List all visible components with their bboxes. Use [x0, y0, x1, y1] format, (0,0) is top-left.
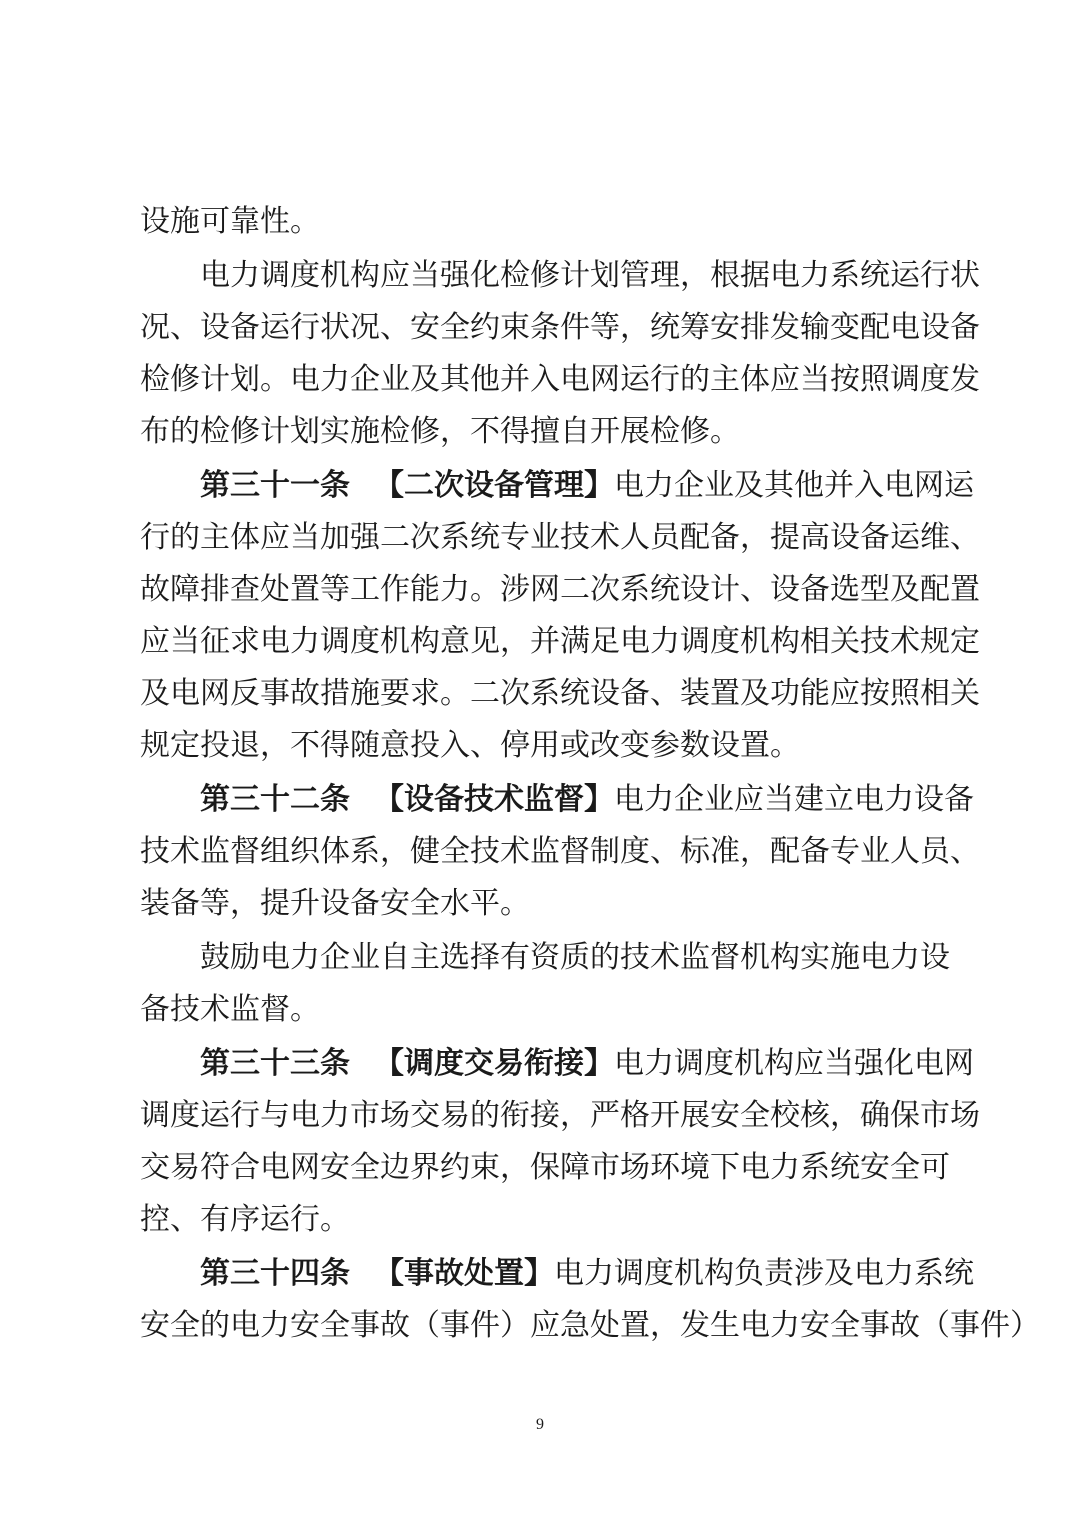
text-line-11: 规定投退，不得随意投入、停用或改变参数设置。 [140, 728, 800, 763]
article-31-number: 第三十一条 [200, 468, 350, 503]
text-line-20: 控、有序运行。 [140, 1202, 350, 1237]
article-32-title: 【设备技术监督】 [374, 782, 614, 817]
article-34-title: 【事故处置】 [374, 1256, 554, 1291]
article-31-heading-line [200, 460, 974, 512]
article-33-number: 第三十三条 [200, 1046, 350, 1081]
article-33-heading-line [200, 1038, 974, 1090]
article-34-heading-line [200, 1248, 974, 1300]
text-line-15: 鼓励电力企业自主选择有资质的技术监督机构实施电力设 [200, 940, 950, 975]
article-32-heading-line [200, 774, 974, 826]
article-31-title: 【二次设备管理】 [374, 468, 614, 503]
article-32-number: 第三十二条 [200, 782, 350, 817]
text-line-18: 调度运行与电力市场交易的衔接，严格开展安全校核，确保市场 [140, 1098, 980, 1133]
text-line-3: 况、设备运行状况、安全约束条件等，统筹安排发输变配电设备 [140, 310, 980, 345]
text-line-9: 应当征求电力调度机构意见，并满足电力调度机构相关技术规定 [140, 624, 980, 659]
article-31-text: 电力企业及其他并入电网运 [614, 468, 974, 503]
text-line-10: 及电网反事故措施要求。二次系统设备、装置及功能应按照相关 [140, 676, 980, 711]
text-line-8: 故障排查处置等工作能力。涉网二次系统设计、设备选型及配置 [140, 572, 980, 607]
text-line-5: 布的检修计划实施检修，不得擅自开展检修。 [140, 414, 740, 449]
text-line-22: 安全的电力安全事故（事件）应急处置，发生电力安全事故（事件） [140, 1308, 1040, 1343]
text-line-2: 电力调度机构应当强化检修计划管理，根据电力系统运行状 [200, 258, 980, 293]
text-line-1: 设施可靠性。 [140, 204, 320, 239]
text-line-16: 备技术监督。 [140, 992, 320, 1027]
text-line-4: 检修计划。电力企业及其他并入电网运行的主体应当按照调度发 [140, 362, 980, 397]
article-34-number: 第三十四条 [200, 1256, 350, 1291]
page-number: 9 [536, 1416, 544, 1433]
text-line-14: 装备等，提升设备安全水平。 [140, 886, 530, 921]
text-line-19: 交易符合电网安全边界约束，保障市场环境下电力系统安全可 [140, 1150, 950, 1185]
article-34-text: 电力调度机构负责涉及电力系统 [554, 1256, 974, 1291]
article-32-text: 电力企业应当建立电力设备 [614, 782, 974, 817]
text-line-13: 技术监督组织体系，健全技术监督制度、标准，配备专业人员、 [140, 834, 980, 869]
article-33-title: 【调度交易衔接】 [374, 1046, 614, 1081]
article-33-text: 电力调度机构应当强化电网 [614, 1046, 974, 1081]
text-line-7: 行的主体应当加强二次系统专业技术人员配备，提高设备运维、 [140, 520, 980, 555]
